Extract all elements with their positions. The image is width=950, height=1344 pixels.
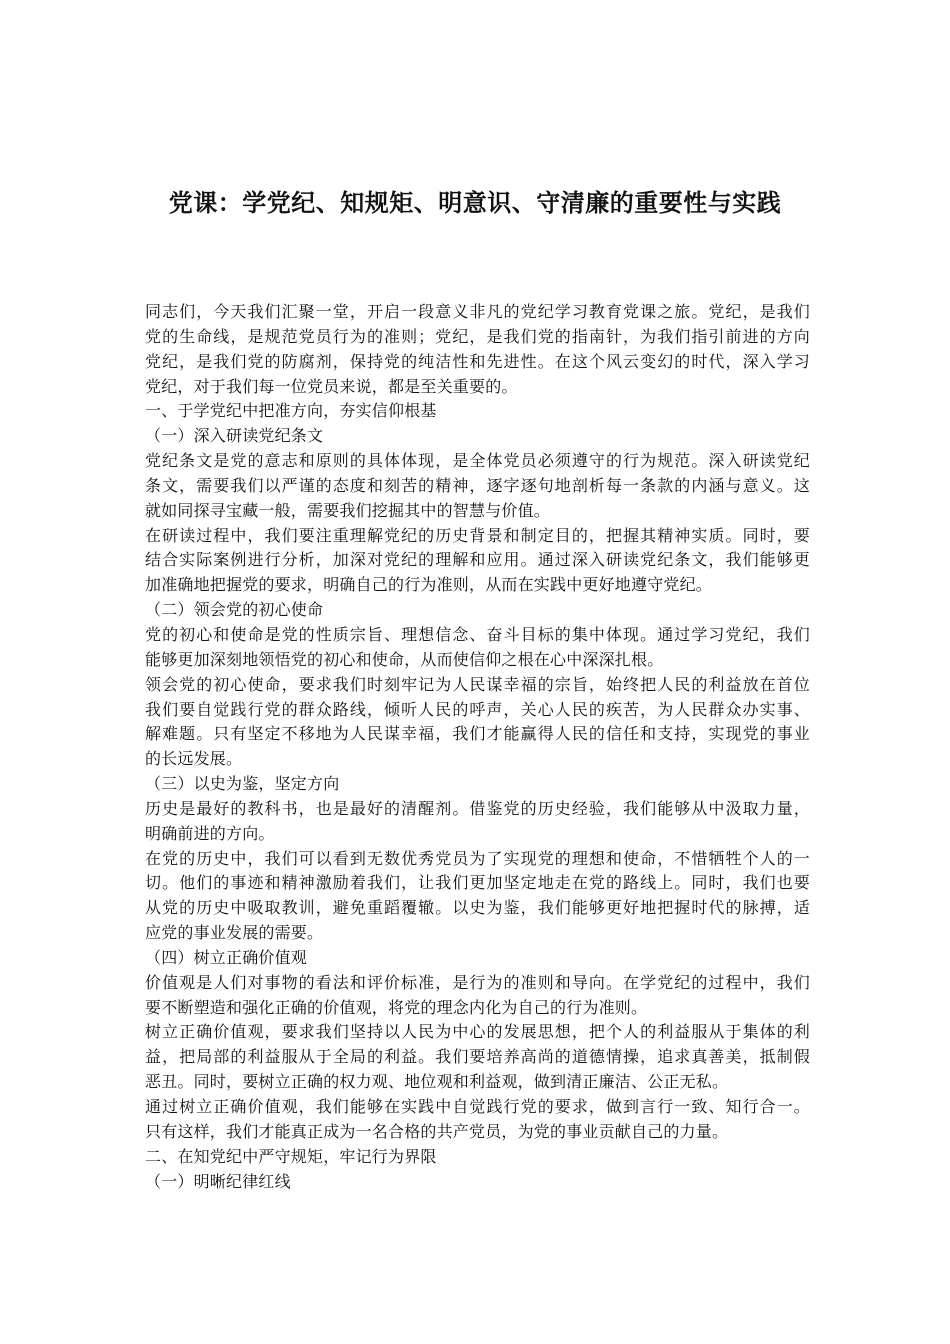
text-line: 要不断塑造和强化正确的价值观，将党的理念内化为自己的行为准则。 — [145, 997, 648, 1017]
document-body — [145, 300, 810, 1194]
text-line: 明确前进的方向。 — [145, 823, 275, 843]
text-line: （一）深入研读党纪条文 — [145, 426, 324, 446]
text-line: 从党的历史中吸取教训，避免重蹈覆辙。以史为鉴，我们能够更好地把握时代的脉搏，适 — [145, 898, 810, 918]
text-line: 通过树立正确价值观，我们能够在实践中自觉践行党的要求，做到言行一致、知行合一。 — [145, 1097, 810, 1116]
text-line: 就如同探寻宝藏一般，需要我们挖掘其中的智慧与价值。 — [145, 500, 551, 520]
text-line: 党的初心和使命是党的性质宗旨、理想信念、奋斗目标的集中体现。通过学习党纪，我们 — [145, 624, 810, 644]
text-line: 树立正确价值观，要求我们坚持以人民为中心的发展思想，把个人的利益服从于集体的利 — [145, 1022, 810, 1042]
text-line: 价值观是人们对事物的看法和评价标准，是行为的准则和导向。在学党纪的过程中，我们 — [145, 972, 810, 992]
text-line: 的长远发展。 — [145, 749, 243, 769]
text-line: 党纪条文是党的意志和原则的具体体现，是全体党员必须遵守的行为规范。深入研读党纪 — [145, 451, 810, 471]
text-line: 能够更加深刻地领悟党的初心和使命，从而使信仰之根在心中深深扎根。 — [145, 649, 664, 669]
text-line: 只有这样，我们才能真正成为一名合格的共产党员，为党的事业贡献自己的力量。 — [145, 1121, 729, 1141]
text-line: 领会党的初心使命，要求我们时刻牢记为人民谋幸福的宗旨，始终把人民的利益放在首位 — [145, 674, 810, 694]
text-line: 党纪，对于我们每一位党员来说，都是至关重要的。 — [145, 376, 518, 396]
text-line: （二）领会党的初心使命 — [145, 600, 324, 620]
text-line: 历史是最好的教科书，也是最好的清醒剂。借鉴党的历史经验，我们能够从中汲取力量， — [145, 798, 810, 818]
text-line: 一、于学党纪中把准方向，夯实信仰根基 — [145, 401, 437, 421]
text-line: （一）明晰纪律红线 — [145, 1171, 291, 1191]
text-line: 切。他们的事迹和精神激励着我们，让我们更加坚定地走在党的路线上。同时，我们也要 — [145, 873, 810, 893]
text-line: 条文，需要我们以严谨的态度和刻苦的精神，逐字逐句地剖析每一条款的内涵与意义。这 — [145, 475, 810, 495]
text-line: 加准确地把握党的要求，明确自己的行为准则，从而在实践中更好地遵守党纪。 — [145, 575, 713, 595]
text-line: 恶丑。同时，要树立正确的权力观、地位观和利益观，做到清正廉洁、公正无私。 — [145, 1072, 729, 1092]
text-line: 益，把局部的利益服从于全局的利益。我们要培养高尚的道德情操，追求真善美，抵制假 — [145, 1047, 810, 1067]
text-line: 我们要自觉践行党的群众路线，倾听人民的呼声，关心人民的疾苦，为人民群众办实事、 — [145, 699, 810, 719]
text-line: （四）树立正确价值观 — [145, 947, 308, 967]
text-line: 结合实际案例进行分析，加深对党纪的理解和应用。通过深入研读党纪条文，我们能够更 — [145, 550, 810, 570]
text-line: 党的生命线，是规范党员行为的准则；党纪，是我们党的指南针，为我们指引前进的方向 — [145, 326, 810, 346]
text-line: 二、在知党纪中严守规矩，牢记行为界限 — [145, 1146, 437, 1166]
text-line: 应党的事业发展的需要。 — [145, 923, 324, 943]
document-title: 党课：学党纪、知规矩、明意识、守清廉的重要性与实践 — [168, 189, 782, 217]
text-line: 解难题。只有坚定不移地为人民谋幸福，我们才能赢得人民的信任和支持，实现党的事业 — [145, 724, 810, 744]
text-line: 在党的历史中，我们可以看到无数优秀党员为了实现党的理想和使命，不惜牺牲个人的一 — [145, 848, 810, 868]
text-line: 同志们，今天我们汇聚一堂，开启一段意义非凡的党纪学习教育党课之旅。党纪，是我们 — [145, 302, 810, 321]
text-line: 党纪，是我们党的防腐剂，保持党的纯洁性和先进性。在这个风云变幻的时代，深入学习 — [145, 351, 810, 371]
text-line: 在研读过程中，我们要注重理解党纪的历史背景和制定目的，把握其精神实质。同时，要 — [145, 525, 810, 545]
text-line: （三）以史为鉴，坚定方向 — [145, 774, 340, 794]
